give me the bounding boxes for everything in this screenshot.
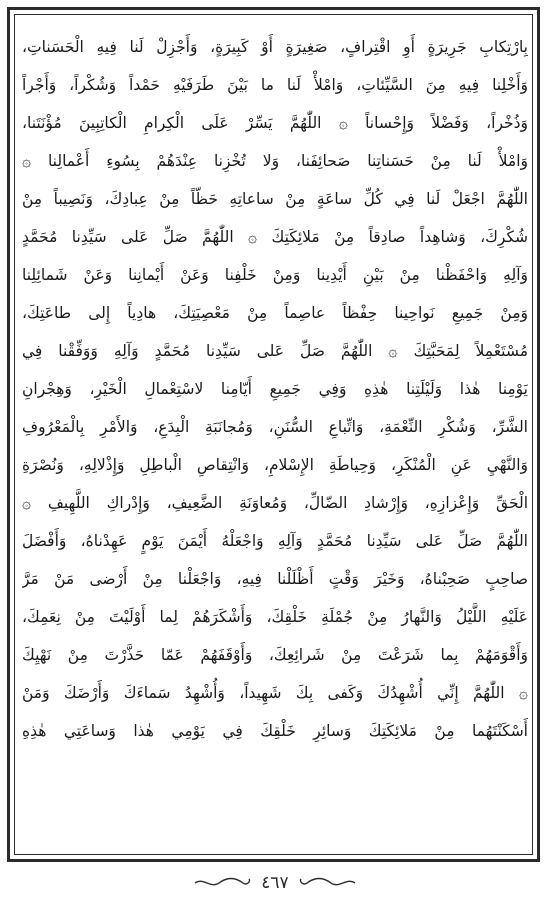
text-line: شُكْرِكَ، وَشاهِداً صادِقاً مِنْ مَلائِكَتِكَ ۞ اللّٰهُمَّ صَلِّ عَلى سَيِّدِنا مُحَمَّدٍ xyxy=(22,228,528,246)
text-line: الْحَقِّ وَإِعْزازِهِ، وَإِرْشادِ الضّالِّ، وَمُعاوَنَةِ الضَّعِيفِ، وَإِدْراكِ اللَّهِيفِ ۞ xyxy=(22,494,528,512)
text-line: وَذُخْراً، وَفَضْلاً وَإِحْساناً ۞ اللّٰهُمَّ يَسِّرْ عَلَى الْكِرامِ الْكاتِبِينَ مُؤْنَتَنا، xyxy=(22,114,528,132)
text-line: بِارْتِكابِ جَرِيرَةٍ أَوِ اقْتِرافٍ، صَغِيرَةٍ أَوْ كَبِيرَةٍ، وَأَجْزِلْ لَنا فِيهِ الْحَسَناتِ، xyxy=(22,38,528,56)
text-line: أَسْكَنْتَهُما مِنْ مَلائِكَتِكَ وَسائِرِ خَلْقِكَ فِي يَوْمِي هٰذا وَساعَتِي هٰذِهِ xyxy=(22,722,528,740)
text-line: وَمِنْ جَمِيعِ نَواحِينا حِفْظاً عاصِماً مِنْ مَعْصِيَتِكَ، هادِياً إِلى طاعَتِكَ، xyxy=(22,304,528,322)
text-line: عَلَيْهِ اللَّيْلُ وَالنَّهارُ مِنْ جُمْلَةِ خَلْقِكَ، وَأَشْكَرَهُمْ لِما أَوْلَيْتَ مِنْ نِعَمِكَ، xyxy=(22,608,528,626)
prayer-text-block xyxy=(22,28,528,750)
text-line: وَالنَّهْيِ عَنِ الْمُنْكَرِ، وَحِياطَةِ الإِسْلامِ، وَانْتِقاصِ الْباطِلِ وَإِذْلالِهِ، وَنُصْرَةِ xyxy=(22,456,528,474)
flourish-right-icon xyxy=(297,876,357,890)
text-line: مُسْتَعْمِلاً لِمَحَبَّتِكَ ۞ اللّٰهُمَّ صَلِّ عَلى سَيِّدِنا مُحَمَّدٍ وَآلِهِ وَوَفِّقْنا فِي xyxy=(22,342,528,360)
flourish-left-icon xyxy=(193,876,253,890)
text-line: وَامْلأْ لَنا مِنْ حَسَناتِنا صَحائِفَنا، وَلا تُخْزِنا عِنْدَهُمْ بِسُوءِ أَعْمالِنا ۞ xyxy=(22,152,528,170)
text-line: صاحِبٍ صَحِبْناهُ، وَخَيْرَ وَقْتٍ أَظْلَلْنا فِيهِ، وَاجْعَلْنا مِنْ أَرْضى مَنْ مَرَّ xyxy=(22,570,528,588)
text-line: الشَّرِّ، وَشُكْرِ النِّعْمَةِ، وَاتِّباعِ السُّنَنِ، وَمُجانَبَةِ الْبِدَعِ، وَالأَمْرِ بِالْمَعْرُوفِ xyxy=(22,418,528,436)
page-number: ٤٦٧ xyxy=(261,873,289,893)
page-footer xyxy=(0,868,550,898)
text-line: وَأَقْوَمَهُمْ بِما شَرَعْتَ مِنْ شَرائِعِكَ، وَأَوْقَفَهُمْ عَمّا حَذَّرْتَ مِنْ نَهْيِكَ xyxy=(22,646,528,664)
text-line: اللّٰهُمَّ صَلِّ عَلى سَيِّدِنا مُحَمَّدٍ وَآلِهِ وَاجْعَلْهُ أَيْمَنَ يَوْمٍ عَهِدْناهُ، وَأَفْضَلَ xyxy=(22,532,528,550)
text-line: ۞ اللّٰهُمَّ إِنِّي أُشْهِدُكَ وَكَفى بِكَ شَهِيداً، وَأُشْهِدُ سَماءَكَ وَأَرْضَكَ وَمَنْ xyxy=(22,684,528,702)
text-line: يَوْمِنا هٰذا وَلَيْلَتِنا هٰذِهِ وَفِي جَمِيعِ أَيّامِنا لاسْتِعْمالِ الْخَيْرِ، وَهِجْرانِ xyxy=(22,380,528,398)
text-line: وَآلِهِ وَاحْفَظْنا مِنْ بَيْنِ أَيْدِينا وَمِنْ خَلْفِنا وَعَنْ أَيْمانِنا وَعَنْ شَمائِلِنا xyxy=(22,266,528,284)
text-line: وَأَخْلِنا فِيهِ مِنَ السَّيِّئاتِ، وَامْلأْ لَنا ما بَيْنَ طَرَفَيْهِ حَمْداً وَشُكْراً، وَأَجْراً xyxy=(22,76,528,94)
text-line: اللّٰهُمَّ اجْعَلْ لَنا فِي كُلِّ ساعَةٍ مِنْ ساعاتِهِ حَظّاً مِنْ عِبادِكَ، وَنَصِيباً مِنْ xyxy=(22,190,528,208)
